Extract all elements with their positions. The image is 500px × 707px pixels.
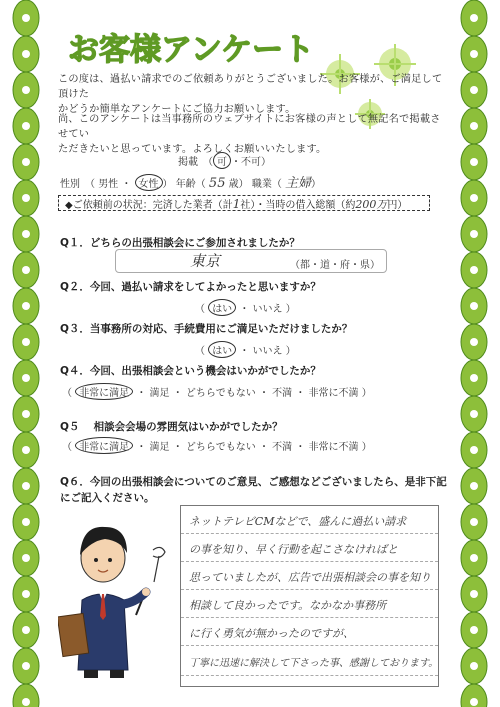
right-leaf-border — [452, 0, 496, 707]
border-leaf-center — [22, 446, 30, 454]
profile-row: 性別 （ 男性 ・ 女性 ） 年齢（ 55 歳） 職業（ 主婦） — [60, 176, 322, 191]
question-4: Q４．今回、出張相談会という機会はいかがでしたか？ — [60, 365, 321, 377]
border-leaf-center — [22, 338, 30, 346]
border-leaf-center — [22, 122, 30, 130]
border-leaf-center — [22, 302, 30, 310]
border-leaf-center — [22, 158, 30, 166]
q4-option-neutral[interactable]: どちらでもない — [185, 388, 256, 399]
question-1: Q１．どちらの出張相談会にご参加されましたか？ — [60, 237, 300, 249]
q3-options: （ はい ・ いいえ ） — [195, 341, 296, 358]
q4-option-very-dissatisfied[interactable]: 非常に不満 — [308, 388, 359, 399]
comment-line: 丁寧に迅速に解決して下さった事、感謝しております。 — [181, 652, 438, 676]
border-leaf-center — [470, 374, 478, 382]
q5-options: （ 非常に満足 ・ 満足 ・ どちらでもない ・ 不満 ・ 非常に不満 ） — [62, 437, 372, 454]
border-leaf-center — [470, 698, 478, 706]
question-6: Q６．今回の出張相談会についてのご意見、ご感想などございましたら、是非下記 にご記入ください。 — [60, 476, 447, 504]
border-leaf-center — [470, 50, 478, 58]
border-leaf-center — [22, 482, 30, 490]
q3-no-option[interactable]: いいえ — [252, 346, 283, 357]
q1-suffix: （都・道・府・県） — [290, 260, 380, 271]
border-leaf-center — [22, 14, 30, 22]
q2-yes-option[interactable]: はい — [208, 299, 236, 316]
comment-line: に行く勇気が無かったのですが、 — [181, 622, 438, 646]
q5-option-dissatisfied[interactable]: 不満 — [272, 442, 293, 453]
border-leaf-center — [470, 590, 478, 598]
border-leaf-center — [470, 626, 478, 634]
border-leaf-center — [22, 86, 30, 94]
border-leaf-center — [22, 662, 30, 670]
publish-yes-option[interactable]: 可 — [213, 152, 231, 169]
border-leaf-center — [22, 410, 30, 418]
question-5: Q５ 相談会会場の雰囲気はいかがでしたか？ — [60, 421, 283, 433]
comment-line: 思っていましたが、広告で出張相談会の事を知り — [181, 566, 438, 590]
border-leaf-center — [470, 518, 478, 526]
border-leaf-center — [470, 338, 478, 346]
border-leaf-center — [470, 158, 478, 166]
border-leaf-center — [22, 266, 30, 274]
border-leaf-center — [470, 230, 478, 238]
q5-option-satisfied[interactable]: 満足 — [149, 442, 170, 453]
border-leaf-center — [22, 374, 30, 382]
border-leaf-center — [22, 626, 30, 634]
question-3: Q３．当事務所の対応、手続費用にご満足いただけましたか？ — [60, 323, 353, 335]
q1-answer: 東京 — [190, 252, 221, 270]
q5-option-very-satisfied[interactable]: 非常に満足 — [75, 437, 133, 454]
border-leaf-center — [22, 518, 30, 526]
question-2: Q２．今回、過払い請求をしてよかったと思いますか？ — [60, 281, 321, 293]
border-leaf-center — [470, 554, 478, 562]
intro-paragraph: この度は、過払い請求でのご依頼ありがとうございました。お客様が、ご満足して頂けた かどうか簡単なアンケートにご協力お願いします。 — [58, 74, 443, 115]
border-leaf-center — [22, 194, 30, 202]
border-leaf-center — [470, 122, 478, 130]
comment-line: の事を知り、早く行動を起こさなければと — [181, 538, 438, 562]
border-leaf-center — [470, 194, 478, 202]
q4-option-satisfied[interactable]: 満足 — [149, 388, 170, 399]
border-leaf-center — [22, 698, 30, 706]
q4-option-dissatisfied[interactable]: 不満 — [272, 388, 293, 399]
publish-no-option[interactable]: 不可 — [241, 157, 261, 168]
border-leaf-center — [470, 266, 478, 274]
publish-permission: 掲載 （ 可 ・不可） — [178, 152, 271, 169]
q4-options: （ 非常に満足 ・ 満足 ・ どちらでもない ・ 不満 ・ 非常に不満 ） — [62, 383, 372, 400]
gender-female-option[interactable]: 女性 — [135, 174, 163, 191]
job-value: 主婦 — [285, 176, 312, 191]
border-leaf-center — [470, 446, 478, 454]
comment-line: ネットテレビCMなどで、盛んに過払い請求 — [181, 510, 438, 534]
prior-status-box: ◆ご依頼前の状況：完済した業者（計1社）・当時の借入総額（約200万円） — [58, 195, 430, 211]
border-leaf-center — [22, 50, 30, 58]
comment-line: 相談して良かったです。なかなか事務所 — [181, 594, 438, 618]
border-leaf-center — [470, 86, 478, 94]
comment-box[interactable] — [180, 505, 439, 687]
lender-count: 1 — [232, 197, 241, 211]
border-leaf-center — [470, 482, 478, 490]
gender-male-option[interactable]: 男性 — [98, 179, 119, 190]
border-leaf-center — [22, 554, 30, 562]
border-leaf-center — [470, 14, 478, 22]
age-value: 55 — [208, 176, 226, 191]
q5-option-very-dissatisfied[interactable]: 非常に不満 — [308, 442, 359, 453]
border-leaf-center — [22, 590, 30, 598]
note-paragraph: 尚、このアンケートは当事務所のウェブサイトにお客様の声として無記名で掲載させてい ただきたいと思っています。よろしくお願いいたします。 — [58, 114, 441, 155]
q2-options: （ はい ・ いいえ ） — [195, 299, 296, 316]
q5-option-neutral[interactable]: どちらでもない — [185, 442, 256, 453]
q3-yes-option[interactable]: はい — [208, 341, 236, 358]
border-leaf-center — [470, 410, 478, 418]
teacher-illustration — [58, 520, 178, 680]
border-leaf-center — [22, 230, 30, 238]
border-leaf-center — [470, 662, 478, 670]
q2-no-option[interactable]: いいえ — [252, 304, 283, 315]
q4-option-very-satisfied[interactable]: 非常に満足 — [75, 383, 133, 400]
borrowed-amount: 200万 — [355, 198, 388, 211]
border-leaf-center — [470, 302, 478, 310]
svg-text:お客様アンケート: お客様アンケート — [68, 32, 315, 68]
left-leaf-border — [4, 0, 48, 707]
